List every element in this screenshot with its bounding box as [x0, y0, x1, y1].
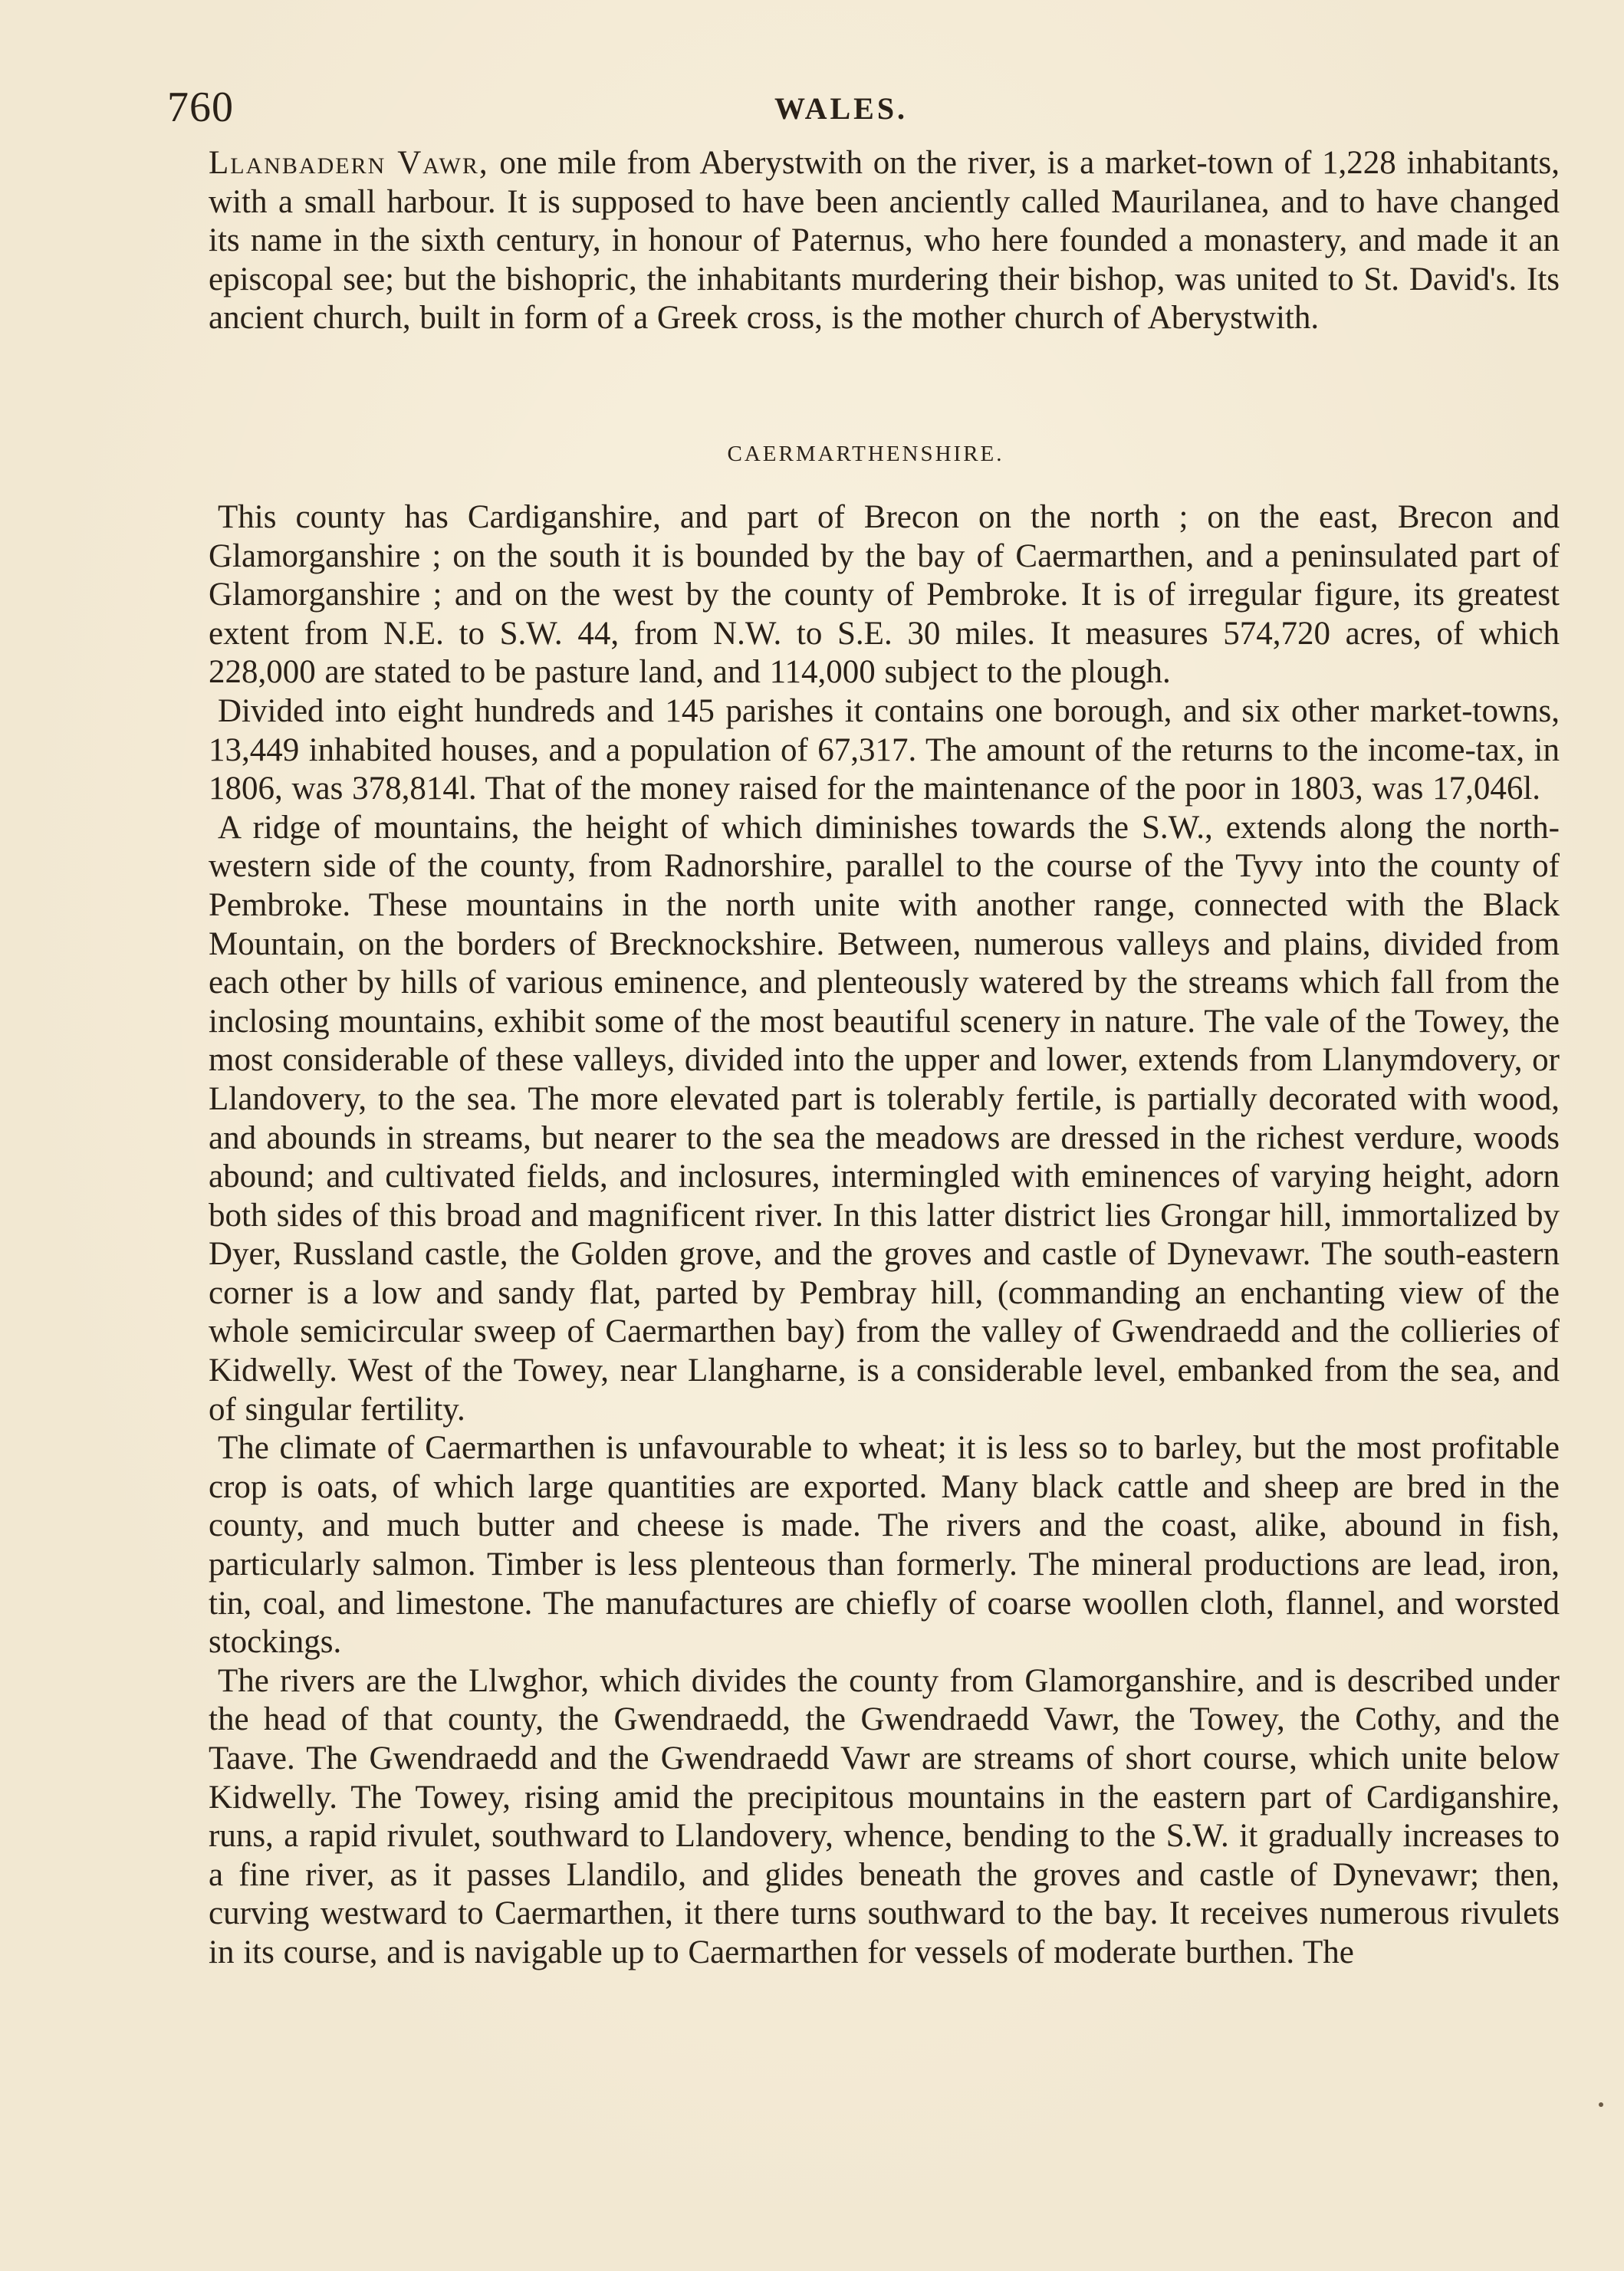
intro-lead-term: Llanbadern Vawr,	[209, 145, 489, 181]
page-number: 760	[167, 84, 234, 131]
paragraph-divisions: Divided into eight hundreds and 145 parishes it contains one borough, and six other market-towns, 13,449 inhabited houses, and a population of 67,317. The amount of the returns to the income-tax, in 1806, was 378,814l. That of the money raised for the maintenance of the poor in 1803, was 17,046l.	[209, 692, 1560, 807]
intro-text: one mile from Aberystwith on the river, is a market-town of 1,228 inhabitants, with a small harbour. It is supposed to have been anciently called Maurilanea, and to have changed its name in the sixth century, in honour of Paternus, who here founded a monastery, and made it an episcopal see; but the bishopric, the inhabitants murdering their bishop, was united to St. David's. Its ancient church, built in form of a Greek cross, is the mother church of Aberystwith.	[209, 145, 1560, 337]
paragraph-boundaries: This county has Cardiganshire, and part of Brecon on the north ; on the east, Brecon and Glamorganshire ; on the south it is bounded by the bay of Caermarthen, and a peninsulated part of Glamorganshire ; and on the west by the county of Pembroke. It is of irregular figure, its greatest extent from N.E. to S.W. 44, from N.W. to S.E. 30 miles. It measures 574,720 acres, of which 228,000 are stated to be pasture land, and 114,000 subject to the plough.	[209, 499, 1560, 691]
running-head: WALES.	[774, 91, 909, 126]
section-title-text: CAERMARTHENSHIRE.	[727, 442, 1004, 466]
paragraph-climate: The climate of Caermarthen is unfavourable to wheat; it is less so to barley, but the most profitable crop is oats, of which large quantities are exported. Many black cattle and sheep are bred in the county, and much butter and cheese is made. The rivers and the coast, alike, abound in fish, particularly salmon. Timber is less plenteous than formerly. The mineral productions are lead, iron, tin, coal, and limestone. The manufactures are chiefly of coarse woollen cloth, flannel, and worsted stockings.	[209, 1430, 1560, 1661]
intro-paragraph	[209, 144, 1560, 338]
paragraph-rivers: The rivers are the Llwghor, which divides the county from Glamorganshire, and is described under the head of that county, the Gwendraedd, the Gwendraedd Vawr, the Towey, the Cothy, and the Taave. The Gwendraedd and the Gwendraedd Vawr are streams of short course, which unite below Kidwelly. The Towey, rising amid the precipitous mountains in the eastern part of Cardiganshire, runs, a rapid rivulet, southward to Llandovery, whence, bending to the S.W. it gradually increases to a fine river, as it passes Llandilo, and glides beneath the groves and castle of Dynevawr; then, curving westward to Caermarthen, it there turns southward to the bay. It receives numerous rivulets in its course, and is navigable up to Caermarthen for vessels of moderate burthen. The	[209, 1662, 1560, 1970]
paragraph-landscape: A ridge of mountains, the height of which diminishes towards the S.W., extends along the north-western side of the county, from Radnorshire, parallel to the course of the Tyvy into the county of Pembroke. These mountains in the north unite with another range, connected with the Black Mountain, on the borders of Brecknockshire. Between, numerous valleys and plains, divided from each other by hills of various eminence, and plenteously watered by the streams which fall from the inclosing mountains, exhibit some of the most beautiful scenery in nature. The vale of the Towey, the most considerable of these valleys, divided into the upper and lower, extends from Llanymdovery, or Llandovery, to the sea. The more elevated part is tolerably fertile, is partially decorated with wood, and abounds in streams, but nearer to the sea the meadows are dressed in the richest verdure, woods abound; and cultivated fields, and inclosures, intermingled with eminences of varying height, adorn both sides of this broad and magnificent river. In this latter district lies Grongar hill, immortalized by Dyer, Russland castle, the Golden grove, and the groves and castle of Dynevawr. The south-eastern corner is a low and sandy flat, parted by Pembray hill, (commanding an enchanting view of the whole semicircular sweep of Caermarthen bay) from the valley of Gwendraedd and the collieries of Kidwelly. West of the Towey, near Llangharne, is a considerable level, embanked from the sea, and of singular fertility.	[209, 809, 1560, 1428]
paper-speck	[1599, 2102, 1603, 2107]
intro-paragraph-block	[209, 144, 1560, 338]
section-body	[209, 498, 1560, 1973]
section-heading	[0, 442, 1624, 467]
